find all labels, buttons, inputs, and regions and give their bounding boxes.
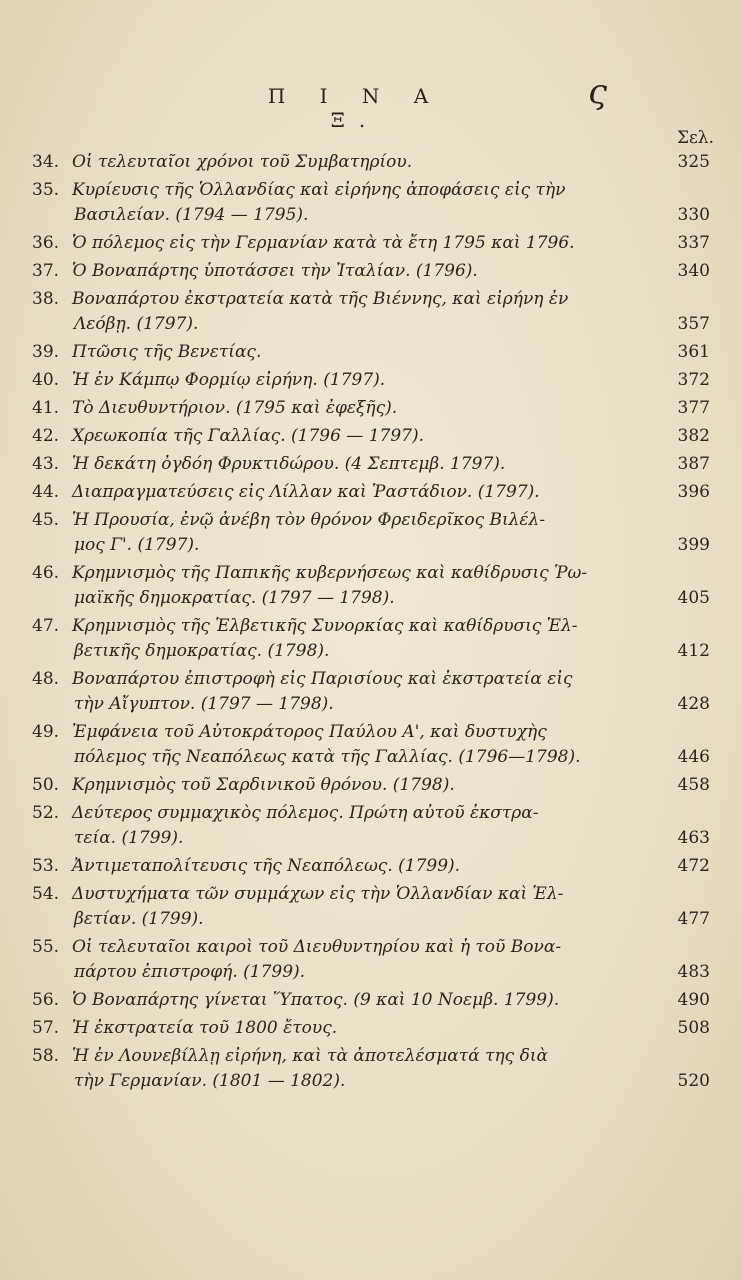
entry-title bbox=[72, 452, 710, 477]
entry-title bbox=[72, 561, 710, 611]
entry-title bbox=[72, 667, 710, 717]
entry-number: 45. bbox=[32, 510, 60, 530]
entry-title bbox=[72, 508, 710, 558]
entry-title-line: βετίαν. (1799). bbox=[74, 909, 204, 929]
entry-title bbox=[72, 259, 710, 284]
entry-title-line: πόλεμος τῆς Νεαπόλεως κατὰ τῆς Γαλλίας. (1796—1798). bbox=[74, 747, 581, 767]
toc-entry bbox=[32, 424, 710, 449]
entry-title bbox=[72, 882, 710, 932]
entry-page-number: 377 bbox=[677, 398, 710, 418]
entry-page-number: 382 bbox=[677, 426, 710, 446]
entry-number: 42. bbox=[32, 426, 60, 446]
toc-entry bbox=[32, 178, 710, 228]
entry-title-line: Ἡ ἐν Κάμπῳ Φορμίῳ εἰρήνη. (1797). bbox=[72, 370, 386, 390]
entry-page-number: 483 bbox=[677, 962, 710, 982]
entry-title-line: πάρτου ἐπιστροφή. (1799). bbox=[74, 962, 306, 982]
page-header bbox=[0, 72, 742, 132]
entry-number: 58. bbox=[32, 1046, 60, 1066]
entry-page-number: 396 bbox=[677, 482, 710, 502]
entry-title-line: Κυρίευσις τῆς Ὁλλανδίας καὶ εἰρήνης ἀποφάσεις εἰς τὴν bbox=[72, 180, 566, 200]
entry-page-number: 337 bbox=[677, 233, 710, 253]
entry-title bbox=[72, 178, 710, 228]
entry-title-line: Ἀντιμεταπολίτευσις τῆς Νεαπόλεως. (1799). bbox=[72, 856, 461, 876]
entry-number: 46. bbox=[32, 563, 60, 583]
page-title: Π Ι Ν Α Ξ. bbox=[267, 84, 443, 132]
entry-page-number: 340 bbox=[677, 261, 710, 281]
entry-page-number: 405 bbox=[677, 588, 710, 608]
entry-number: 54. bbox=[32, 884, 60, 904]
entry-title-line: Ἐμφάνεια τοῦ Αὐτοκράτορος Παύλου Α', καὶ δυστυχὴς bbox=[72, 722, 547, 742]
toc-entry bbox=[32, 1016, 710, 1041]
entry-title-line: Πτῶσις τῆς Βενετίας. bbox=[72, 342, 262, 362]
entry-title-line: Ἡ ἐκστρατεία τοῦ 1800 ἔτους. bbox=[72, 1018, 338, 1038]
entry-number: 57. bbox=[32, 1018, 60, 1038]
toc-entry bbox=[32, 368, 710, 393]
entry-title bbox=[72, 854, 710, 879]
entry-title-line: Οἱ τελευταῖοι καιροὶ τοῦ Διευθυντηρίου καὶ ἡ τοῦ Βονα- bbox=[72, 937, 562, 957]
entry-title-line: Διαπραγματεύσεις εἰς Λίλλαν καὶ Ῥαστάδιον. (1797). bbox=[72, 482, 540, 502]
entry-title bbox=[72, 935, 710, 985]
entry-title-line: Βοναπάρτου ἐκστρατεία κατὰ τῆς Βιέννης, καὶ εἰρήνη ἐν bbox=[72, 289, 569, 309]
entry-title bbox=[72, 424, 710, 449]
entry-page-number: 330 bbox=[677, 205, 710, 225]
entry-number: 40. bbox=[32, 370, 60, 390]
entry-number: 41. bbox=[32, 398, 60, 418]
entry-page-number: 472 bbox=[677, 856, 710, 876]
toc-entry bbox=[32, 988, 710, 1013]
entry-title-line: Οἱ τελευταῖοι χρόνοι τοῦ Συμβατηρίου. bbox=[72, 152, 413, 172]
entry-title bbox=[72, 368, 710, 393]
toc-entry bbox=[32, 1044, 710, 1094]
entry-title-line: βετικῆς δημοκρατίας. (1798). bbox=[74, 641, 330, 661]
entry-page-number: 399 bbox=[677, 535, 710, 555]
entry-page-number: 372 bbox=[677, 370, 710, 390]
entry-number: 35. bbox=[32, 180, 60, 200]
entry-title-line: Ἡ δεκάτη ὀγδόη Φρυκτιδώρου. (4 Σεπτεμβ. 1797). bbox=[72, 454, 506, 474]
page-column-header: Σελ. bbox=[676, 128, 714, 148]
entry-page-number: 508 bbox=[677, 1018, 710, 1038]
entry-page-number: 387 bbox=[677, 454, 710, 474]
entry-title bbox=[72, 1044, 710, 1094]
toc-entry bbox=[32, 508, 710, 558]
entry-title bbox=[72, 988, 710, 1013]
entry-title-line: μαϊκῆς δημοκρατίας. (1797 — 1798). bbox=[74, 588, 395, 608]
entry-title-line: Κρημνισμὸς τῆς Ἑλβετικῆς Συνορκίας καὶ καθίδρυσις Ἑλ- bbox=[72, 616, 578, 636]
entry-title bbox=[72, 340, 710, 365]
entry-number: 36. bbox=[32, 233, 60, 253]
toc-entry bbox=[32, 882, 710, 932]
entry-number: 39. bbox=[32, 342, 60, 362]
entry-title-line: Τὸ Διευθυντήριον. (1795 καὶ ἐφεξῆς). bbox=[72, 398, 398, 418]
entry-title bbox=[72, 801, 710, 851]
entry-title-line: Λεόβῃ. (1797). bbox=[74, 314, 199, 334]
entry-page-number: 446 bbox=[677, 747, 710, 767]
entry-title-line: τὴν Γερμανίαν. (1801 — 1802). bbox=[74, 1071, 346, 1091]
entry-number: 47. bbox=[32, 616, 60, 636]
entry-title bbox=[72, 773, 710, 798]
toc-entry bbox=[32, 150, 710, 175]
entry-title-line: Βοναπάρτου ἐπιστροφὴ εἰς Παρισίους καὶ ἐκστρατεία εἰς bbox=[72, 669, 573, 689]
entry-number: 44. bbox=[32, 482, 60, 502]
toc-entry bbox=[32, 340, 710, 365]
page-number: ς bbox=[588, 72, 608, 112]
entry-title bbox=[72, 150, 710, 175]
entry-title-line: τεία. (1799). bbox=[74, 828, 184, 848]
entry-title-line: Ὁ πόλεμος εἰς τὴν Γερμανίαν κατὰ τὰ ἔτη 1795 καὶ 1796. bbox=[72, 233, 575, 253]
entry-title-line: Ὁ Βοναπάρτης ὑποτάσσει τὴν Ἰταλίαν. (1796). bbox=[72, 261, 478, 281]
entry-page-number: 325 bbox=[677, 152, 710, 172]
entry-page-number: 463 bbox=[677, 828, 710, 848]
entry-number: 52. bbox=[32, 803, 60, 823]
toc-entry bbox=[32, 720, 710, 770]
entry-number: 49. bbox=[32, 722, 60, 742]
entry-title-line: Δυστυχήματα τῶν συμμάχων εἰς τὴν Ὁλλανδίαν καὶ Ἑλ- bbox=[72, 884, 564, 904]
toc-entry bbox=[32, 614, 710, 664]
entry-page-number: 361 bbox=[677, 342, 710, 362]
toc-entry bbox=[32, 935, 710, 985]
entry-number: 56. bbox=[32, 990, 60, 1010]
entry-page-number: 428 bbox=[677, 694, 710, 714]
entry-number: 55. bbox=[32, 937, 60, 957]
entry-title-line: Χρεωκοπία τῆς Γαλλίας. (1796 — 1797). bbox=[72, 426, 425, 446]
entry-number: 50. bbox=[32, 775, 60, 795]
toc-entry bbox=[32, 801, 710, 851]
toc-entry bbox=[32, 480, 710, 505]
entry-title-line: Βασιλείαν. (1794 — 1795). bbox=[74, 205, 309, 225]
entry-title bbox=[72, 287, 710, 337]
toc-entry bbox=[32, 667, 710, 717]
table-of-contents bbox=[32, 150, 710, 1097]
entry-page-number: 520 bbox=[677, 1071, 710, 1091]
entry-page-number: 357 bbox=[677, 314, 710, 334]
entry-title-line: Δεύτερος συμμαχικὸς πόλεμος. Πρώτη αὐτοῦ ἐκστρα- bbox=[72, 803, 539, 823]
entry-title-line: μος Γ'. (1797). bbox=[74, 535, 200, 555]
entry-title-line: τὴν Αἴγυπτον. (1797 — 1798). bbox=[74, 694, 334, 714]
entry-number: 34. bbox=[32, 152, 60, 172]
toc-entry bbox=[32, 561, 710, 611]
toc-entry bbox=[32, 396, 710, 421]
entry-title-line: Ἡ ἐν Λουνεβίλλῃ εἰρήνη, καὶ τὰ ἀποτελέσματά της διὰ bbox=[72, 1046, 548, 1066]
entry-title bbox=[72, 1016, 710, 1041]
entry-title bbox=[72, 231, 710, 256]
entry-title bbox=[72, 720, 710, 770]
entry-title bbox=[72, 480, 710, 505]
entry-page-number: 458 bbox=[677, 775, 710, 795]
entry-number: 48. bbox=[32, 669, 60, 689]
entry-number: 53. bbox=[32, 856, 60, 876]
toc-entry bbox=[32, 854, 710, 879]
toc-entry bbox=[32, 773, 710, 798]
entry-page-number: 412 bbox=[677, 641, 710, 661]
toc-entry bbox=[32, 287, 710, 337]
entry-number: 37. bbox=[32, 261, 60, 281]
entry-title bbox=[72, 396, 710, 421]
entry-title bbox=[72, 614, 710, 664]
toc-entry bbox=[32, 231, 710, 256]
toc-entry bbox=[32, 452, 710, 477]
entry-page-number: 477 bbox=[677, 909, 710, 929]
entry-title-line: Κρημνισμὸς τῆς Παπικῆς κυβερνήσεως καὶ καθίδρυσις Ῥω- bbox=[72, 563, 588, 583]
entry-title-line: Ἡ Προυσία, ἐνῷ ἀνέβη τὸν θρόνον Φρειδερῖκος Βιλέλ- bbox=[72, 510, 546, 530]
entry-title-line: Ὁ Βοναπάρτης γίνεται Ὕπατος. (9 καὶ 10 Νοεμβ. 1799). bbox=[72, 990, 560, 1010]
entry-number: 38. bbox=[32, 289, 60, 309]
entry-number: 43. bbox=[32, 454, 60, 474]
entry-title-line: Κρημνισμὸς τοῦ Σαρδινικοῦ θρόνου. (1798). bbox=[72, 775, 455, 795]
toc-entry bbox=[32, 259, 710, 284]
entry-page-number: 490 bbox=[677, 990, 710, 1010]
